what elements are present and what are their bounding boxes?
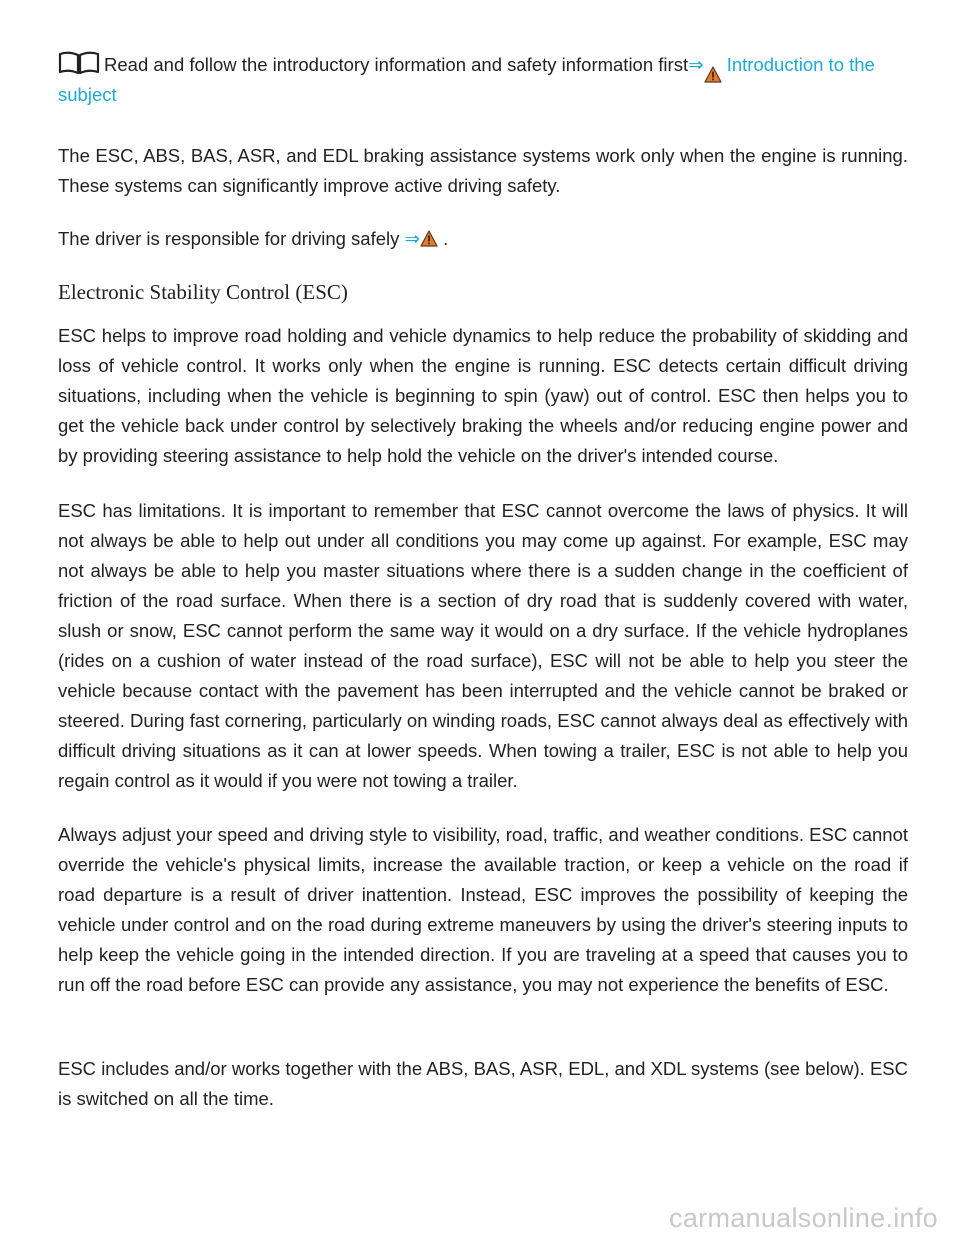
p6-paragraph: ESC includes and/or works together with the ABS, BAS, ASR, EDL, and XDL systems (see below). ESC is switched on all the time.	[58, 1058, 908, 1109]
p2-text: The driver is responsible for driving safely	[58, 228, 400, 249]
p4-paragraph: ESC has limitations. It is important to remember that ESC cannot overcome the laws of physics. It will not always be able to help out under all conditions you may come up against. For example, ESC may not always be able to help you master situations where there is a sudden change in the coefficient of friction of the road surface. When there is a section of dry road that is suddenly covered with water, slush or snow, ESC cannot perform the same way it would on a dry surface. If the vehicle hydroplanes (rides on a cushion of water instead of the road surface), ESC will not be able to help you steer the vehicle because contact with the pavement has been interrupted and the vehicle cannot be braked or steered. During fast cornering, particularly on winding roads, ESC cannot always deal as effectively with difficult driving situations as it can at lower speeds. When towing a trailer, ESC is not able to help you regain control as it would if you were not towing a trailer.	[58, 500, 908, 791]
intro-paragraph	[58, 50, 908, 110]
watermark: carmanualsonline.info	[669, 1203, 938, 1233]
intro-link-continued[interactable]: subject	[58, 84, 117, 105]
warning-triangle-icon[interactable]	[420, 226, 438, 243]
book-icon	[58, 51, 100, 75]
p3-paragraph: ESC helps to improve road holding and vehicle dynamics to help reduce the probability of skidding and loss of vehicle control. It works only when the engine is running. ESC detects certain difficult driving situations, including when the vehicle is beginning to spin (yaw) out of control. ESC then helps you to get the vehicle back under control by selectively braking the wheels and/or reducing engine power and by providing steering assistance to help hold the vehicle on the driver's intended course.	[58, 325, 908, 466]
section-heading: Electronic Stability Control (ESC)	[58, 280, 348, 304]
p2-paragraph	[58, 224, 908, 254]
p1-paragraph: The ESC, ABS, BAS, ASR, and EDL braking assistance systems work only when the engine is running. These systems can significantly improve active driving safety.	[58, 145, 908, 196]
p2-period: .	[443, 228, 449, 249]
p5-paragraph: Always adjust your speed and driving style to visibility, road, traffic, and weather conditions. ESC cannot override the vehicle's physical limits, increase the available traction, or keep a vehicle on the road if road departure is a result of driver inattention. Instead, ESC improves the possibility of keeping the vehicle under control and on the road during extreme maneuvers by using the driver's steering inputs to help keep the vehicle going in the intended direction. If you are traveling at a speed that causes you to run off the road before ESC can provide any assistance, you may not experience the benefits of ESC.	[58, 824, 908, 995]
warning-triangle-icon[interactable]	[704, 62, 722, 79]
intro-link[interactable]: Introduction to the	[726, 54, 875, 75]
intro-arrow[interactable]: ⇒	[688, 54, 704, 75]
p2-arrow[interactable]: ⇒	[404, 228, 421, 249]
intro-text: Read and follow the introductory information and safety information first	[104, 54, 689, 75]
